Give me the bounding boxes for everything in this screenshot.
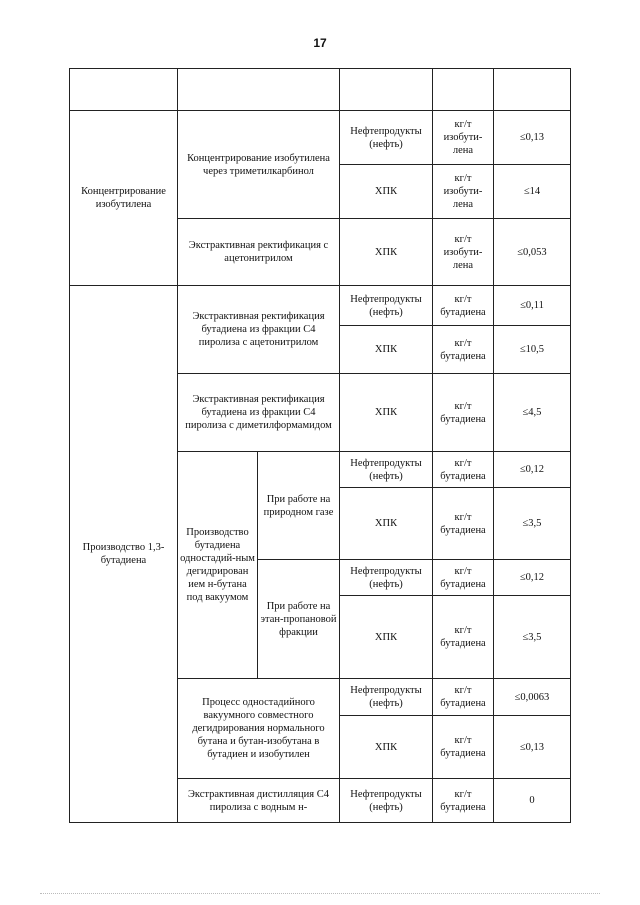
value-cell: ≤0,13	[494, 111, 571, 165]
table-row	[70, 286, 571, 326]
scan-edge-line	[40, 893, 600, 894]
pollutant-cell: ХПК	[340, 596, 433, 679]
table-row	[70, 111, 571, 165]
header-cell	[494, 69, 571, 111]
header-row	[70, 69, 571, 111]
value-cell: ≤0,13	[494, 716, 571, 779]
unit-cell: кг/т бутадиена	[433, 560, 494, 596]
pollutant-cell: ХПК	[340, 716, 433, 779]
value-cell: ≤0,12	[494, 452, 571, 488]
pollutant-cell: ХПК	[340, 219, 433, 286]
value-cell: 0	[494, 779, 571, 823]
method-cell: Процесс одностадийного вакуумного совместного дегидрирования нормального бутана и бутан-изобутана в бутадиен и изобутилен	[178, 679, 340, 779]
subcondition-cell: При работе на природном газе	[258, 452, 340, 560]
unit-cell: кг/т изобути-лена	[433, 219, 494, 286]
value-cell: ≤0,0063	[494, 679, 571, 716]
unit-cell: кг/т изобути-лена	[433, 111, 494, 165]
pollutant-cell: Нефтепродукты (нефть)	[340, 560, 433, 596]
method-cell: Экстрактивная ректификация с ацетонитрилом	[178, 219, 340, 286]
unit-cell: кг/т бутадиена	[433, 779, 494, 823]
unit-cell: кг/т бутадиена	[433, 286, 494, 326]
unit-cell: кг/т бутадиена	[433, 452, 494, 488]
method-cell: Экстрактивная дистилляция С4 пиролиза с водным н-	[178, 779, 340, 823]
unit-cell: кг/т бутадиена	[433, 596, 494, 679]
pollutant-cell: ХПК	[340, 488, 433, 560]
process-cell: Концентрирование изобутилена	[70, 111, 178, 286]
pollutant-cell: Нефтепродукты (нефть)	[340, 779, 433, 823]
unit-cell: кг/т бутадиена	[433, 716, 494, 779]
page-number: 17	[313, 36, 327, 50]
pollutant-cell: ХПК	[340, 374, 433, 452]
value-cell: ≤4,5	[494, 374, 571, 452]
method-cell: Экстрактивная ректификация бутадиена из фракции С4 пиролиза с диметилформамидом	[178, 374, 340, 452]
unit-cell: кг/т изобути-лена	[433, 165, 494, 219]
header-cell	[178, 69, 340, 111]
method-cell: Производство бутадиена одностадий-ным дегидрирован ием н-бутана под вакуумом	[178, 452, 258, 679]
value-cell: ≤14	[494, 165, 571, 219]
unit-cell: кг/т бутадиена	[433, 488, 494, 560]
header-cell	[433, 69, 494, 111]
unit-cell: кг/т бутадиена	[433, 326, 494, 374]
pollutant-cell: Нефтепродукты (нефть)	[340, 286, 433, 326]
subcondition-cell: При работе на этан-пропановой фракции	[258, 560, 340, 679]
unit-cell: кг/т бутадиена	[433, 679, 494, 716]
value-cell: ≤0,11	[494, 286, 571, 326]
pollutant-cell: Нефтепродукты (нефть)	[340, 111, 433, 165]
value-cell: ≤0,053	[494, 219, 571, 286]
value-cell: ≤3,5	[494, 488, 571, 560]
value-cell: ≤10,5	[494, 326, 571, 374]
value-cell: ≤0,12	[494, 560, 571, 596]
method-cell: Экстрактивная ректификация бутадиена из фракции С4 пиролиза с ацетонитрилом	[178, 286, 340, 374]
pollutant-cell: ХПК	[340, 165, 433, 219]
process-cell: Производство 1,3-бутадиена	[70, 286, 178, 823]
value-cell: ≤3,5	[494, 596, 571, 679]
emission-table	[69, 68, 571, 823]
pollutant-cell: ХПК	[340, 326, 433, 374]
pollutant-cell: Нефтепродукты (нефть)	[340, 679, 433, 716]
header-cell	[340, 69, 433, 111]
unit-cell: кг/т бутадиена	[433, 374, 494, 452]
method-cell: Концентрирование изобутилена через триметилкарбинол	[178, 111, 340, 219]
header-cell	[70, 69, 178, 111]
pollutant-cell: Нефтепродукты (нефть)	[340, 452, 433, 488]
